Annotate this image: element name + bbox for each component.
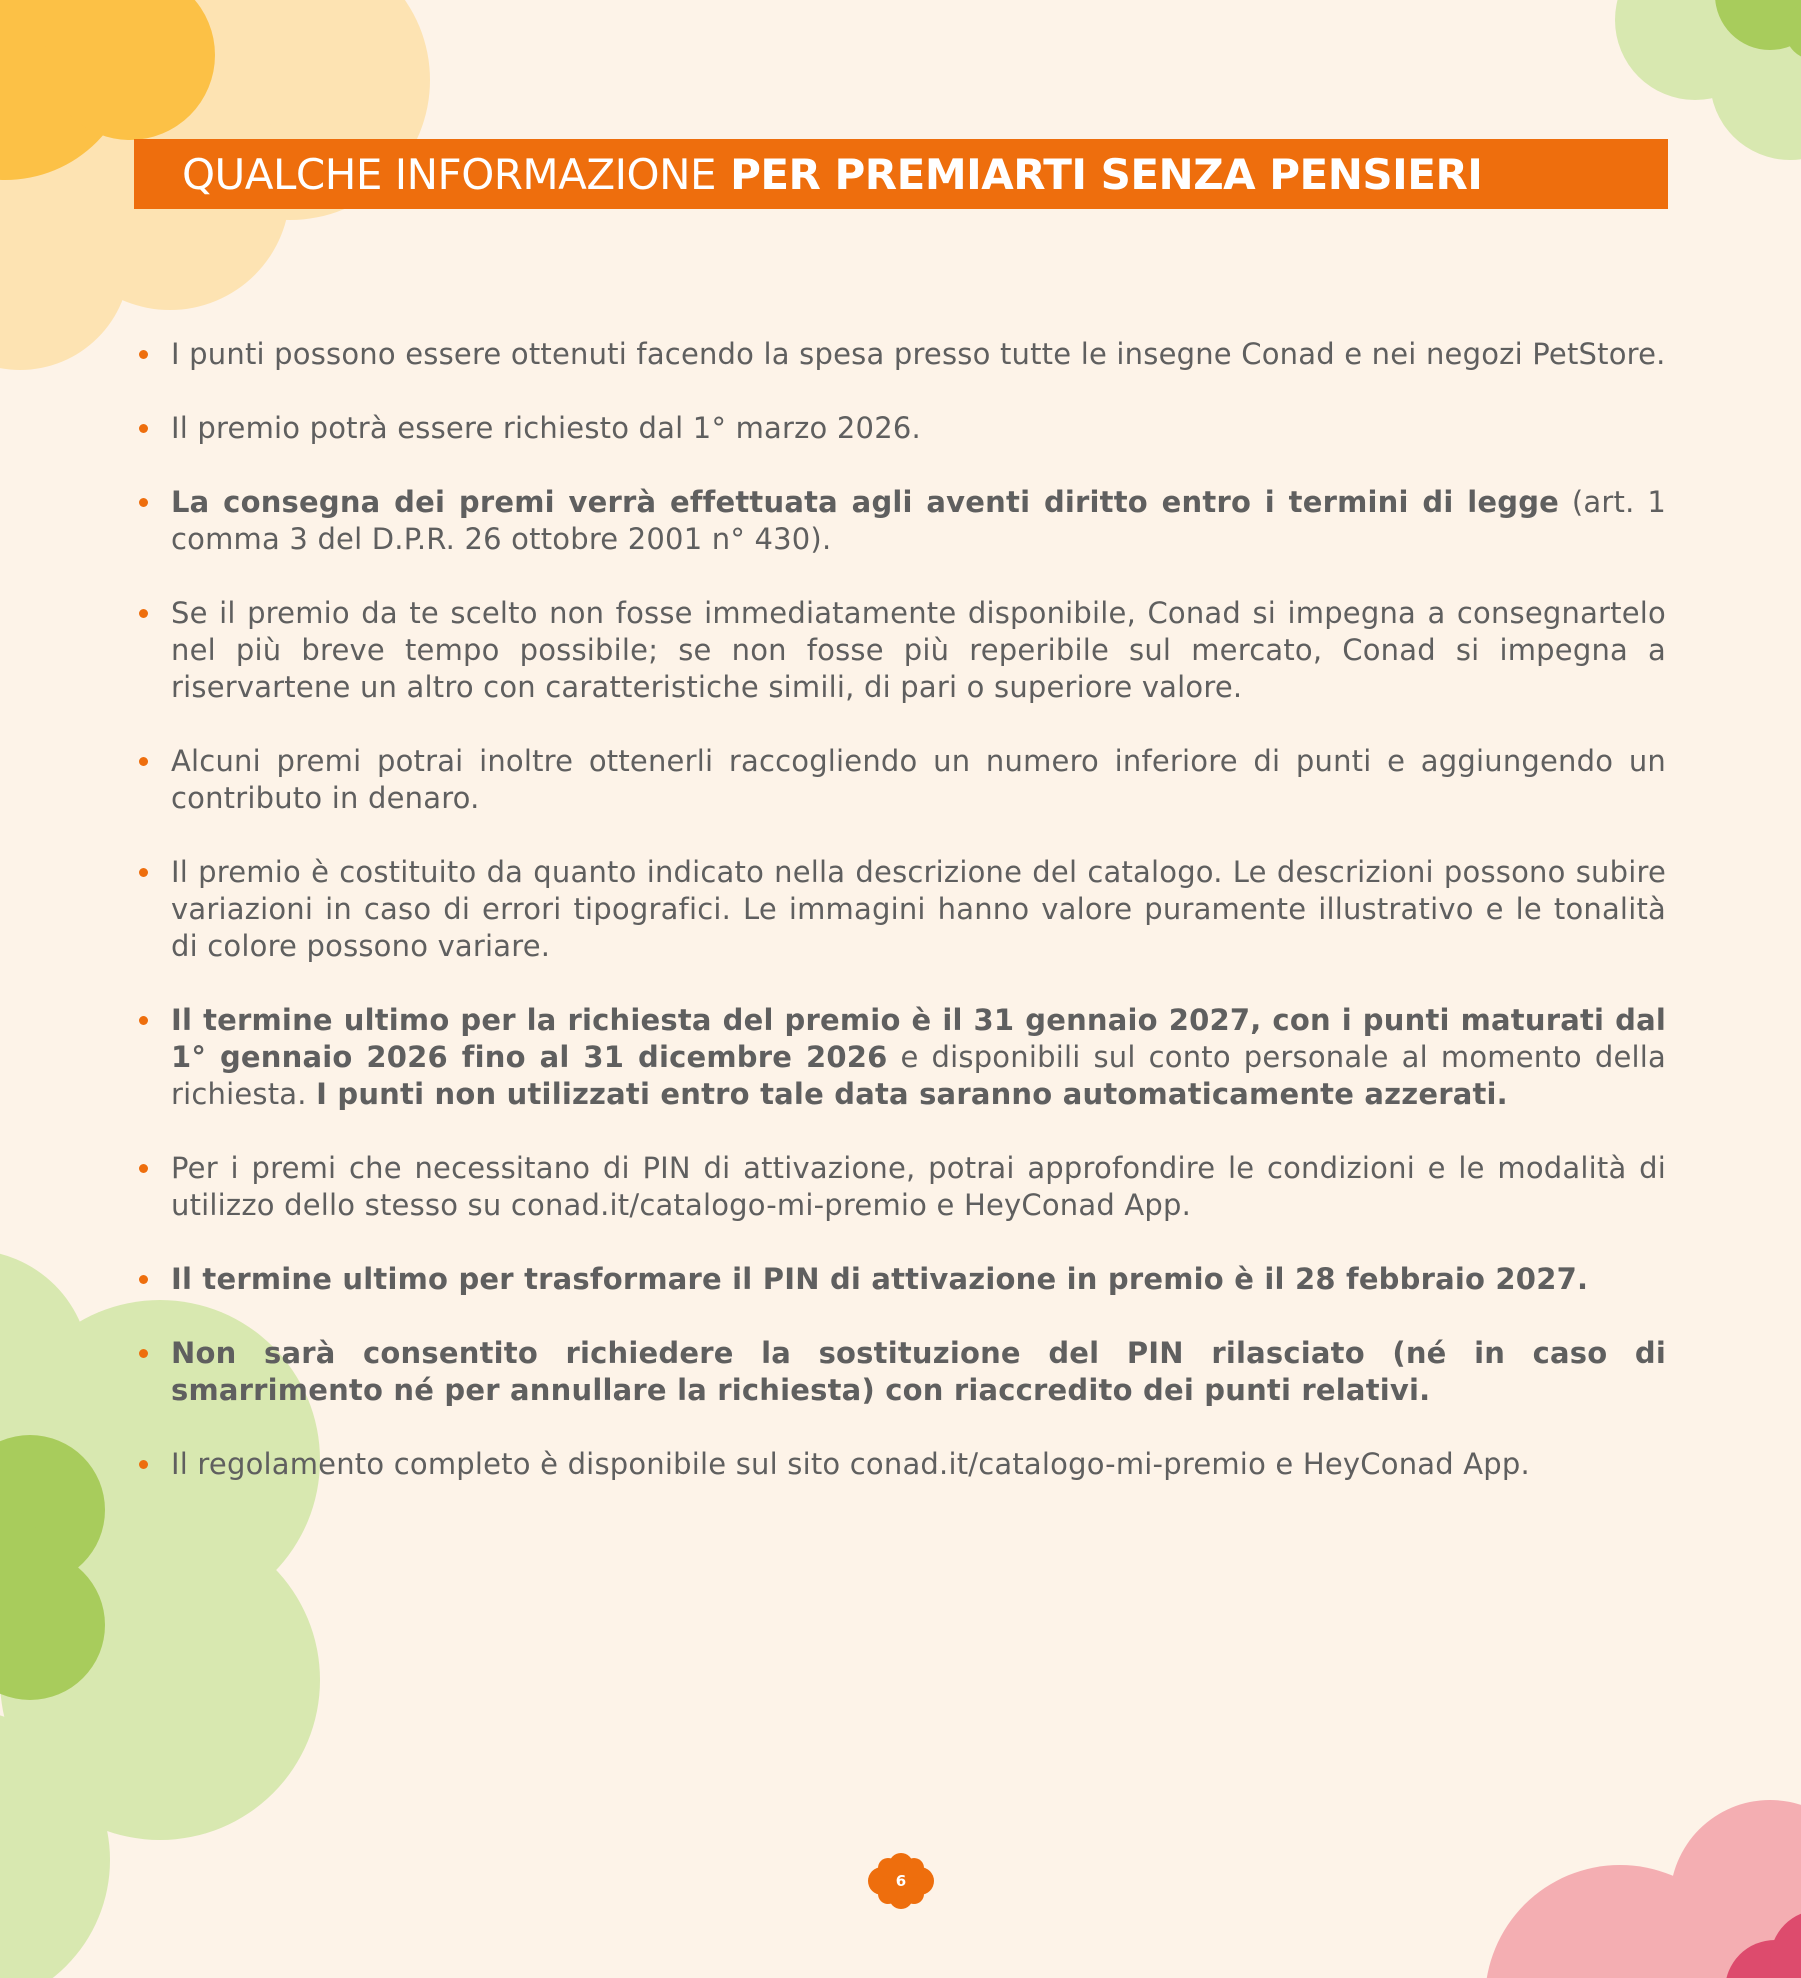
bullet-dot-icon <box>139 498 148 507</box>
list-item <box>136 743 1666 817</box>
item-text-bold: Non sarà consentito richiedere la sostituzione del PIN rilasciato (né in caso di smarrimento né per annullare la richiesta) con riaccredito dei punti relativi. <box>171 1336 1666 1407</box>
item-text: Il premio è costituito da quanto indicato nella descrizione del catalogo. Le descrizioni possono subire variazioni in caso di errori tipografici. Le immagini hanno valore puramente illustrativo e le tonalità di colore possono variare. <box>171 855 1666 963</box>
item-text: Alcuni premi potrai inoltre ottenerli raccogliendo un numero inferiore di punti e aggiungendo un contributo in denaro. <box>171 744 1666 815</box>
bullet-dot-icon <box>139 1275 148 1284</box>
pink-flower-icon <box>1485 1800 1801 1978</box>
list-item <box>136 595 1666 706</box>
item-text: Il premio potrà essere richiesto dal 1° marzo 2026. <box>171 411 921 445</box>
bullet-dot-icon <box>139 1349 148 1358</box>
item-text: Il regolamento completo è disponibile sul sito conad.it/catalogo-mi-premio e HeyConad App. <box>171 1447 1530 1481</box>
title-bold: PER PREMIARTI SENZA PENSIERI <box>730 149 1483 199</box>
title-light: QUALCHE INFORMAZIONE <box>182 149 717 199</box>
page-number: 6 <box>895 1872 907 1890</box>
list-item <box>136 484 1666 558</box>
list-item <box>136 854 1666 965</box>
bullet-dot-icon <box>139 757 148 766</box>
list-item <box>136 1002 1666 1113</box>
item-text-bold: La consegna dei premi verrà effettuata agli aventi diritto entro i termini di legge <box>171 485 1560 519</box>
item-text-bold: I punti non utilizzati entro tale data saranno automaticamente azzerati. <box>316 1077 1508 1111</box>
page-title <box>134 139 1668 209</box>
list-item <box>136 1446 1666 1483</box>
list-item <box>136 336 1666 373</box>
info-list <box>136 336 1666 1520</box>
list-item <box>136 1150 1666 1224</box>
bullet-dot-icon <box>139 1016 148 1025</box>
item-text-bold: Il termine ultimo per trasformare il PIN di attivazione in premio è il 28 febbraio 2027. <box>171 1262 1589 1296</box>
bullet-dot-icon <box>139 868 148 877</box>
bullet-dot-icon <box>139 1460 148 1469</box>
item-text: (art. 1 comma 3 del D.P.R. 26 ottobre 2001 n° 430). <box>171 485 1666 556</box>
item-text-bold: Il termine ultimo per la richiesta del premio è il 31 gennaio 2027, con i punti maturati dal 1° gennaio 2026 fino al 31 dicembre 2026 <box>171 1003 1666 1074</box>
item-text: Per i premi che necessitano di PIN di attivazione, potrai approfondire le condizioni e le modalità di utilizzo dello stesso su conad.it/catalogo-mi-premio e HeyConad App. <box>171 1151 1666 1222</box>
green-flower-icon <box>1615 0 1801 160</box>
item-text: Se il premio da te scelto non fosse immediatamente disponibile, Conad si impegna a consegnartelo nel più breve tempo possibile; se non fosse più reperibile sul mercato, Conad si impegna a riservartene un altro con caratteristiche simili, di pari o superiore valore. <box>171 596 1666 704</box>
list-item <box>136 1335 1666 1409</box>
bullet-dot-icon <box>139 424 148 433</box>
bullet-dot-icon <box>139 609 148 618</box>
bullet-dot-icon <box>139 350 148 359</box>
bullet-dot-icon <box>139 1164 148 1173</box>
list-item <box>136 1261 1666 1298</box>
item-text: e disponibili sul conto personale al momento della richiesta. <box>171 1040 1666 1111</box>
item-text: I punti possono essere ottenuti facendo la spesa presso tutte le insegne Conad e nei negozi PetStore. <box>171 337 1666 371</box>
list-item <box>136 410 1666 447</box>
